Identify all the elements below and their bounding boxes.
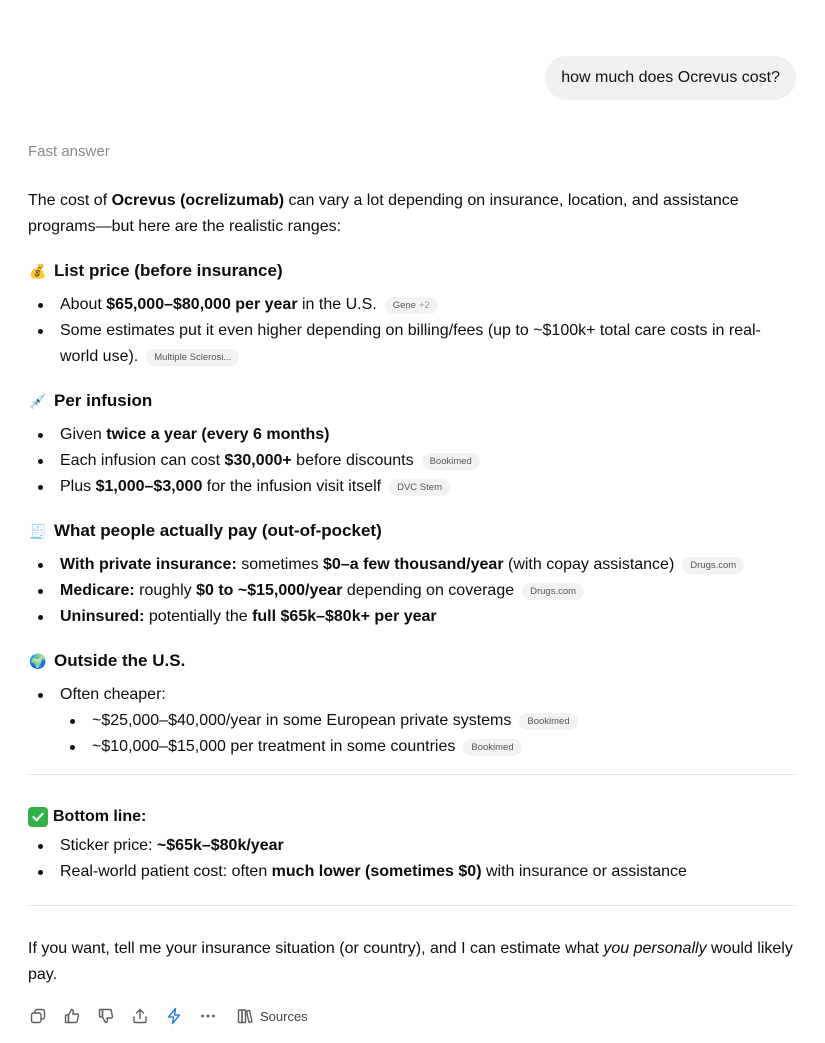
regenerate-icon[interactable] bbox=[164, 1006, 184, 1026]
source-chip[interactable] bbox=[385, 297, 438, 314]
thumbs-down-icon[interactable] bbox=[96, 1006, 116, 1026]
item-bold: Uninsured: bbox=[60, 608, 145, 625]
bottom-line-list bbox=[28, 833, 796, 885]
section-heading-per-infusion bbox=[28, 386, 796, 416]
syringe-icon: 💉 bbox=[29, 393, 47, 409]
item-text: sometimes bbox=[236, 556, 324, 573]
item-text: in the U.S. bbox=[297, 296, 377, 313]
source-chip[interactable]: Multiple Sclerosi... bbox=[146, 349, 239, 366]
response-mode-label: Fast answer bbox=[28, 143, 110, 160]
intro-paragraph bbox=[28, 188, 796, 240]
section-title: What people actually pay (out-of-pocket) bbox=[54, 521, 382, 540]
closing-paragraph bbox=[28, 936, 796, 988]
sub-list-item bbox=[60, 708, 796, 734]
section-title: Per infusion bbox=[54, 391, 153, 410]
item-text: ~$10,000–$15,000 per treatment in some countries bbox=[92, 738, 456, 755]
sub-list-item bbox=[60, 734, 796, 760]
section-heading-list-price bbox=[28, 256, 796, 286]
list-item bbox=[28, 318, 796, 370]
section-heading-out-of-pocket bbox=[28, 516, 796, 546]
item-text: Often cheaper: bbox=[60, 686, 166, 703]
chip-extra-count: +2 bbox=[418, 300, 430, 311]
item-text: Each infusion can cost bbox=[60, 452, 225, 469]
item-text: with insurance or assistance bbox=[481, 863, 687, 880]
item-bold: much lower (sometimes $0) bbox=[271, 863, 482, 880]
item-text: before discounts bbox=[291, 452, 414, 469]
item-text: Given bbox=[60, 426, 107, 443]
per-infusion-list bbox=[28, 422, 796, 500]
section-heading-outside-us bbox=[28, 646, 796, 676]
list-item bbox=[28, 552, 796, 578]
bottom-line-heading bbox=[28, 805, 796, 829]
thumbs-up-icon[interactable] bbox=[62, 1006, 82, 1026]
item-text: Plus bbox=[60, 478, 96, 495]
check-mark-icon bbox=[28, 807, 48, 827]
item-text: potentially the bbox=[144, 608, 253, 625]
money-bag-icon: 💰 bbox=[29, 263, 47, 279]
divider bbox=[28, 905, 796, 906]
list-item bbox=[28, 448, 796, 474]
list-item bbox=[28, 604, 796, 630]
user-message-bubble: how much does Ocrevus cost? bbox=[545, 56, 796, 100]
item-text: (with copay assistance) bbox=[503, 556, 675, 573]
divider bbox=[28, 774, 796, 775]
item-bold: $65,000–$80,000 per year bbox=[106, 296, 298, 313]
receipt-icon: 🧾 bbox=[29, 523, 47, 539]
item-text: Some estimates put it even higher depending on billing/fees (up to ~$100k+ total care costs in real-world use). bbox=[60, 322, 761, 365]
drug-name: Ocrevus (ocrelizumab) bbox=[111, 192, 285, 209]
source-chip[interactable]: Bookimed bbox=[463, 739, 521, 756]
item-bold: full $65k–$80k+ per year bbox=[252, 608, 437, 625]
item-bold: With private insurance: bbox=[60, 556, 237, 573]
list-item bbox=[28, 859, 796, 885]
source-chip[interactable]: DVC Stem bbox=[389, 479, 450, 496]
list-item bbox=[28, 422, 796, 448]
source-chip[interactable]: Drugs.com bbox=[682, 557, 744, 574]
chip-label: Gene bbox=[392, 300, 416, 311]
section-title: Outside the U.S. bbox=[54, 651, 186, 670]
item-bold: $1,000–$3,000 bbox=[95, 478, 203, 495]
source-chip[interactable]: Bookimed bbox=[519, 713, 577, 730]
sub-list bbox=[60, 708, 796, 760]
item-bold: twice a year (every 6 months) bbox=[106, 426, 330, 443]
item-text: ~$25,000–$40,000/year in some European private systems bbox=[92, 712, 512, 729]
assistant-response bbox=[28, 188, 796, 988]
list-item bbox=[28, 474, 796, 500]
source-chip[interactable]: Bookimed bbox=[422, 453, 480, 470]
list-item bbox=[28, 578, 796, 604]
outside-us-list bbox=[28, 682, 796, 760]
list-item bbox=[28, 682, 796, 760]
item-bold: $0–a few thousand/year bbox=[323, 556, 504, 573]
out-of-pocket-list bbox=[28, 552, 796, 630]
globe-icon: 🌍 bbox=[29, 653, 47, 669]
closing-text-rest: would likely pay. bbox=[28, 940, 793, 983]
response-action-bar bbox=[28, 1006, 308, 1026]
intro-text-rest: can vary a lot depending on insurance, location, and assistance programs—but here are the realistic ranges: bbox=[28, 192, 739, 235]
closing-italic: you personally bbox=[603, 940, 707, 957]
intro-text: The cost of bbox=[28, 192, 112, 209]
closing-text: If you want, tell me your insurance situation (or country), and I can estimate what bbox=[28, 940, 604, 957]
list-item bbox=[28, 833, 796, 859]
sources-button[interactable] bbox=[236, 1007, 308, 1025]
source-chip[interactable]: Drugs.com bbox=[522, 583, 584, 600]
section-title: List price (before insurance) bbox=[54, 261, 283, 280]
item-bold: ~$65k–$80k/year bbox=[156, 837, 284, 854]
item-text: Sticker price: bbox=[60, 837, 157, 854]
item-text: depending on coverage bbox=[342, 582, 515, 599]
item-text: About bbox=[60, 296, 107, 313]
bottom-line-title: Bottom line: bbox=[53, 808, 147, 825]
item-text: Real-world patient cost: often bbox=[60, 863, 272, 880]
item-bold: $30,000+ bbox=[224, 452, 292, 469]
item-text: roughly bbox=[134, 582, 197, 599]
share-icon[interactable] bbox=[130, 1006, 150, 1026]
item-bold: $0 to ~$15,000/year bbox=[196, 582, 343, 599]
sources-icon bbox=[236, 1007, 254, 1025]
item-text: for the infusion visit itself bbox=[202, 478, 382, 495]
list-price-list bbox=[28, 292, 796, 370]
list-item bbox=[28, 292, 796, 318]
sources-label: Sources bbox=[260, 1008, 308, 1024]
item-bold: Medicare: bbox=[60, 582, 135, 599]
more-icon[interactable] bbox=[198, 1006, 218, 1026]
copy-icon[interactable] bbox=[28, 1006, 48, 1026]
